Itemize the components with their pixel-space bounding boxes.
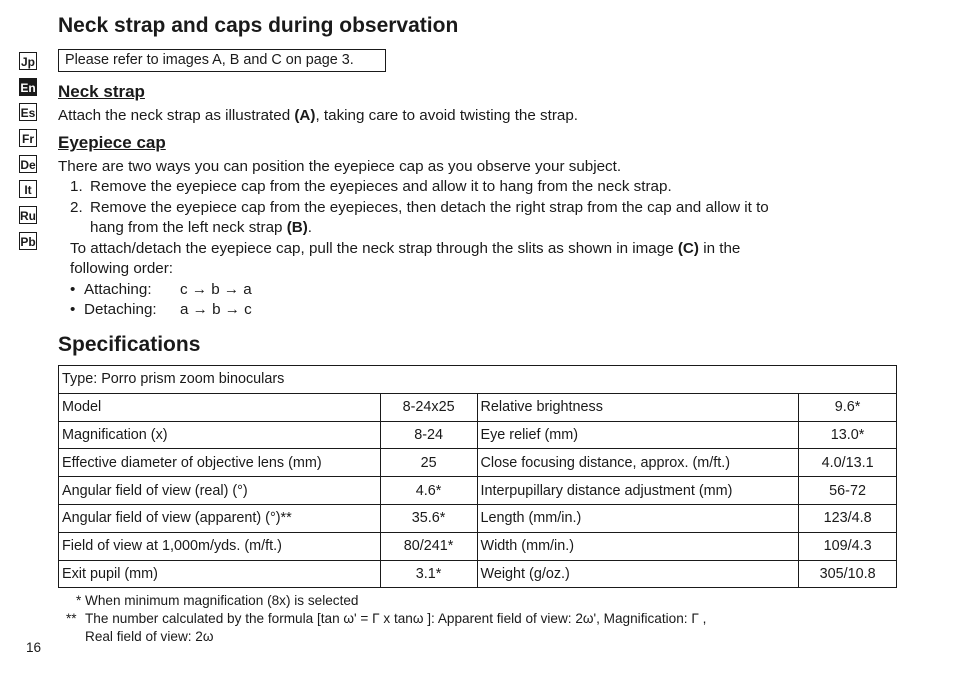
lang-tab-es[interactable]: Es [19,103,37,121]
attach-instructions [70,240,740,257]
spec-value: 305/10.8 [799,560,897,588]
spec-label: Exit pupil (mm) [59,560,381,588]
table-row [59,393,897,421]
spec-type: Type: Porro prism zoom binoculars [59,366,897,394]
lang-tab-en[interactable]: En [19,78,37,96]
footnote-text: When minimum magnification (8x) is selected [85,593,359,608]
spec-value: 25 [380,449,477,477]
spec-label: Model [59,393,381,421]
list-item: Remove the eyepiece cap from the eyepieces and allow it to hang from the neck strap. [90,178,672,195]
specifications-heading: Specifications [58,333,201,356]
spec-label: Eye relief (mm) [477,421,799,449]
spec-value: 4.0/13.1 [799,449,897,477]
detaching-order: a → b → c [180,301,252,318]
footnote-text-continuation: Real field of view: 2ω [85,629,214,644]
spec-value: 9.6* [799,393,897,421]
spec-label: Angular field of view (apparent) (°)** [59,504,381,532]
detaching-label: Detaching: [84,301,157,318]
spec-label: Angular field of view (real) (°) [59,477,381,505]
spec-label: Close focusing distance, approx. (m/ft.) [477,449,799,477]
spec-value: 109/4.3 [799,532,897,560]
neck-strap-text [58,107,578,124]
list-item-text-part: hang from the left neck strap [90,219,287,236]
lang-tab-pb[interactable]: Pb [19,232,37,250]
eyepiece-cap-intro: There are two ways you can position the eyepiece cap as you observe your subject. [58,158,622,175]
list-item-number: 2. [70,199,83,216]
table-row [59,477,897,505]
list-item-number: 1. [70,178,83,195]
page-title: Neck strap and caps during observation [58,14,459,37]
spec-value: 8-24 [380,421,477,449]
spec-label: Length (mm/in.) [477,504,799,532]
neck-strap-text-part: , taking care to avoid twisting the strap. [315,107,579,124]
spec-value: 80/241* [380,532,477,560]
bullet-icon: • [70,301,76,318]
table-row [59,421,897,449]
attaching-label: Attaching: [84,281,152,298]
attach-text-part: in the [698,240,741,257]
footnote-text: The number calculated by the formula [tan ω' = Γ x tanω ]: Apparent field of view: 2ω', Magnification: Γ , [85,611,707,626]
lang-tab-de[interactable]: De [19,155,37,173]
spec-value: 3.1* [380,560,477,588]
attach-text-part: To attach/detach the eyepiece cap, pull the neck strap through the slits as shown in image [70,240,678,257]
specifications-table [58,365,897,588]
lang-tab-jp[interactable]: Jp [19,52,37,70]
page-number: 16 [26,640,42,655]
neck-strap-text-part: Attach the neck strap as illustrated [58,107,295,124]
table-row [59,532,897,560]
neck-strap-figure-ref: (A) [294,107,316,124]
neck-strap-heading: Neck strap [58,82,145,101]
reference-note: Please refer to images A, B and C on page 3. [58,49,386,72]
spec-value: 13.0* [799,421,897,449]
table-row [59,366,897,394]
attach-instructions-continuation: following order: [70,260,173,277]
spec-label: Effective diameter of objective lens (mm) [59,449,381,477]
spec-value: 56-72 [799,477,897,505]
spec-label: Magnification (x) [59,421,381,449]
figure-ref-c: (C) [677,240,699,257]
footnote-mark: * [76,593,82,608]
footnote-mark: ** [66,611,77,626]
spec-value: 8-24x25 [380,393,477,421]
spec-label: Weight (g/oz.) [477,560,799,588]
lang-tab-fr[interactable]: Fr [19,129,37,147]
spec-value: 123/4.8 [799,504,897,532]
eyepiece-cap-heading: Eyepiece cap [58,133,166,152]
spec-label: Width (mm/in.) [477,532,799,560]
spec-label: Field of view at 1,000m/yds. (m/ft.) [59,532,381,560]
spec-label: Interpupillary distance adjustment (mm) [477,477,799,505]
lang-tab-it[interactable]: It [19,180,37,198]
spec-value: 4.6* [380,477,477,505]
list-item-continuation [90,219,312,236]
list-item: Remove the eyepiece cap from the eyepieces, then detach the right strap from the cap and allow it to [90,199,769,216]
bullet-icon: • [70,281,76,298]
list-item-text-part: . [307,219,313,236]
table-row [59,449,897,477]
spec-label: Relative brightness [477,393,799,421]
table-row [59,504,897,532]
table-row [59,560,897,588]
lang-tab-ru[interactable]: Ru [19,206,37,224]
spec-value: 35.6* [380,504,477,532]
attaching-order: c → b → a [180,281,252,298]
figure-ref-b: (B) [286,219,308,236]
